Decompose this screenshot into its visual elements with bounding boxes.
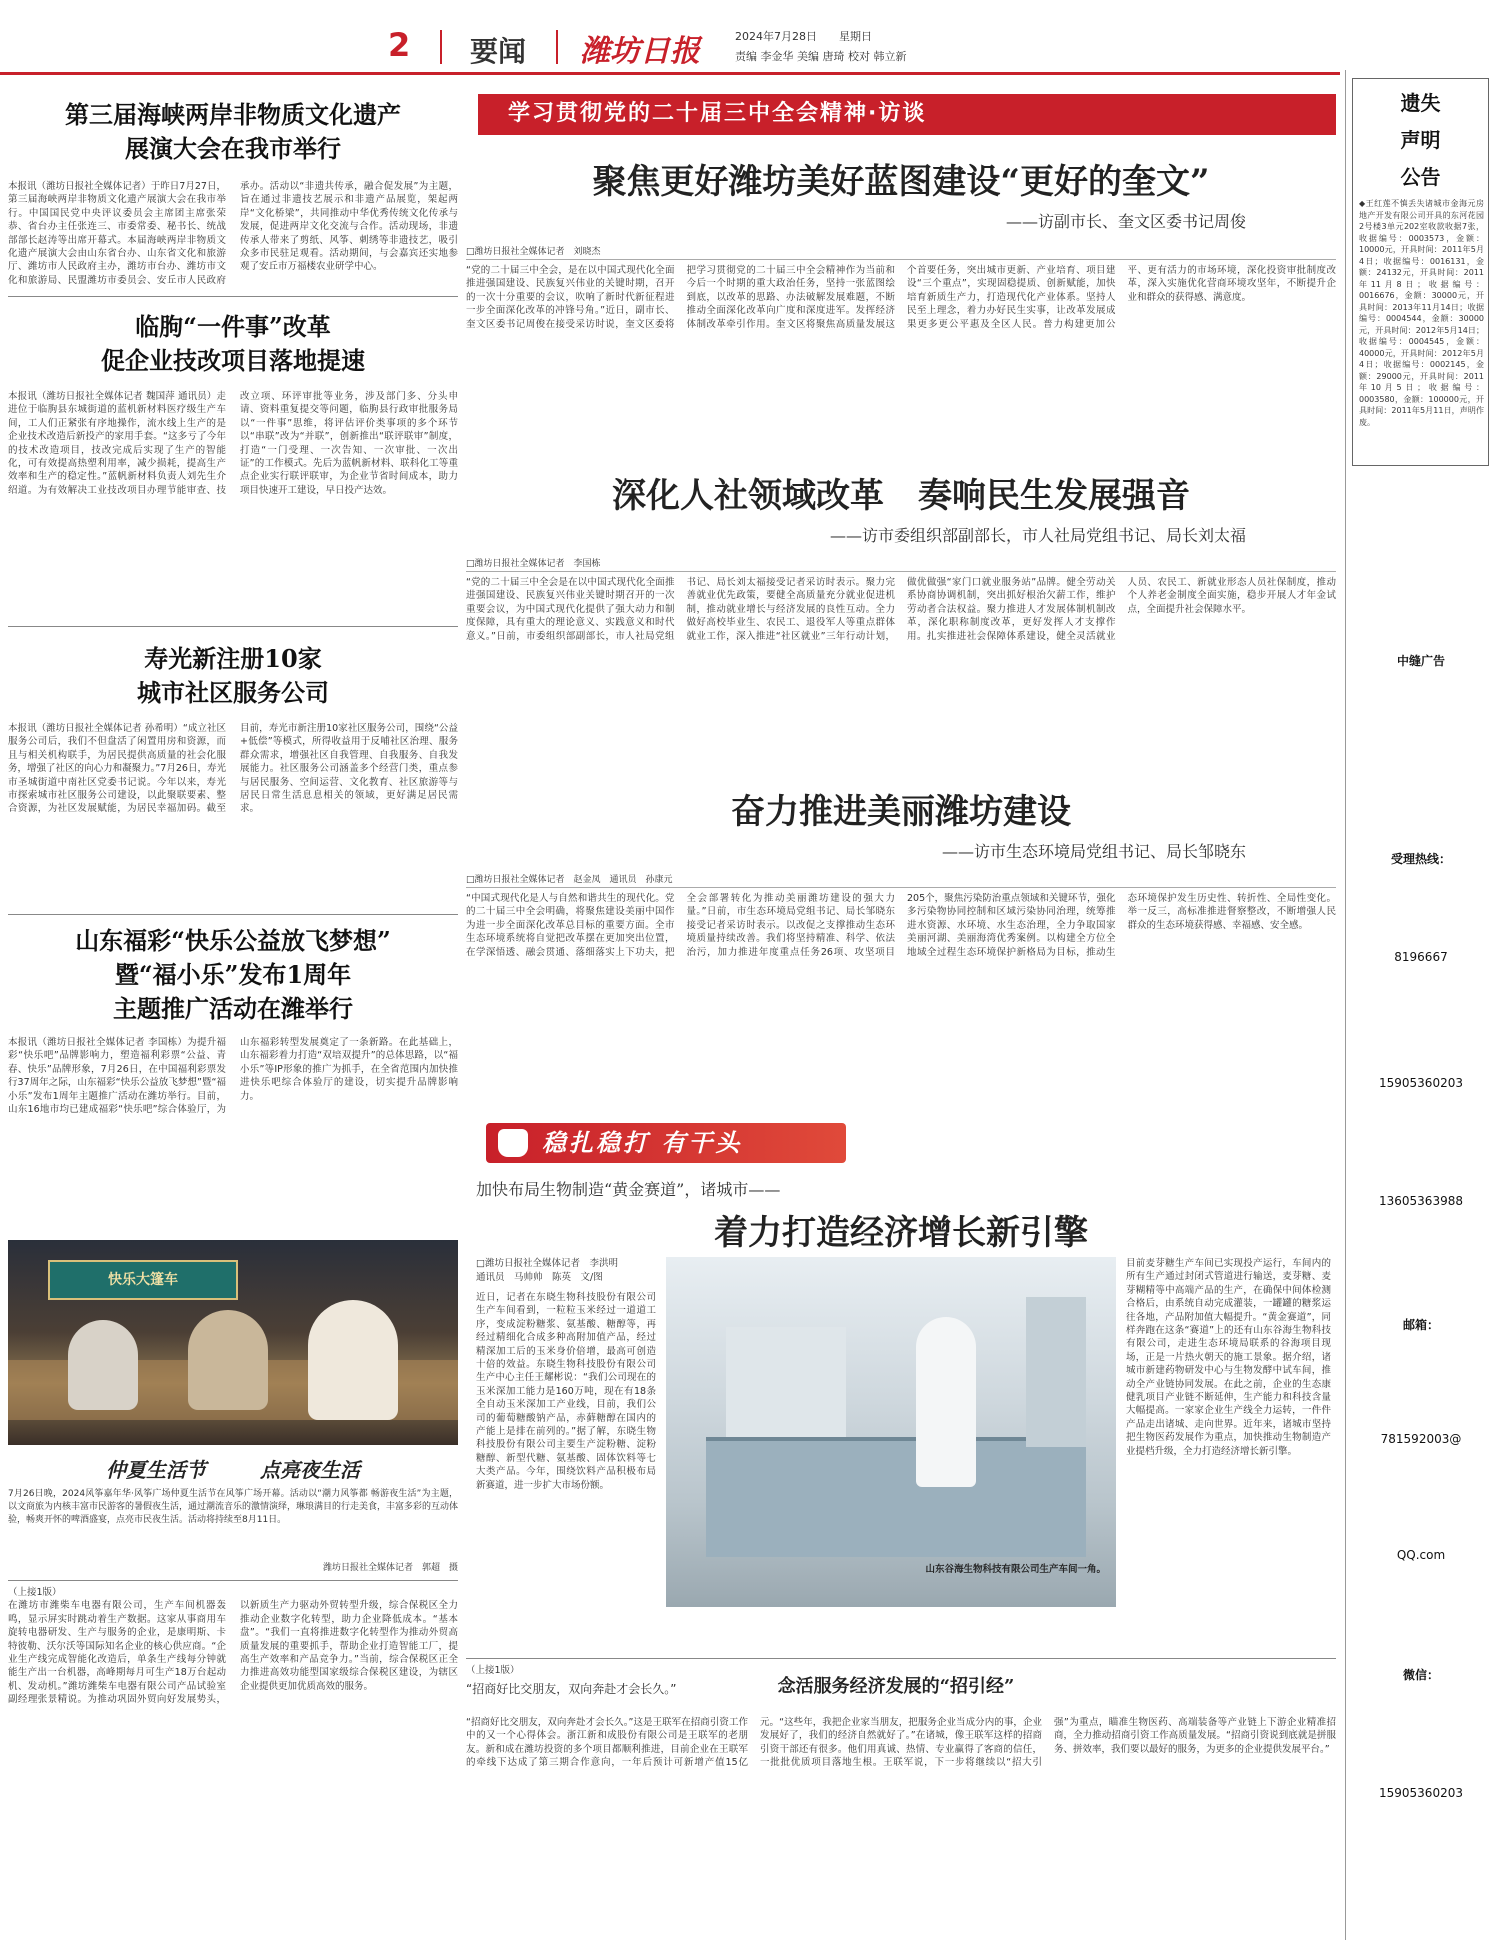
ad-title: 中缝广告 <box>1396 654 1445 668</box>
article-body-left: 近日，记者在东晓生物科技股份有限公司生产车间看到，一粒粒玉米经过一道道工序，变成淀粉糖浆、氨基酸、糖醇等，再经过精细化合成多种高附加值产品，经过精深加工后的玉米身价倍增，最高可创造十倍的效益。东晓生物科技股份有限公司生产中心主任王耀彬说：“我们公司现在的玉米深加工能力是160万吨，现在有18条全自动玉米深加工产业线，目前，我们公司的葡萄糖酸钠产品，赤藓糖醇在国内的产能上是排在前列的。”据了解，东晓生物科技股份有限公司主要生产淀粉糖、淀粉糖醇、新型代糖、氨基酸、固体饮料等七大类产品。今年，围绕饮料产品积极布局新赛道，进一步扩大市场份额。 <box>476 1292 656 1491</box>
notice-box <box>1352 78 1489 466</box>
masthead <box>0 18 1340 74</box>
article-body-right: 目前麦芽糖生产车间已实现投产运行，车间内的所有生产通过封闭式管道进行输送，麦芽糖、麦芽糊精等中高端产品的生产，在确保中间体检测合格后，由系统自动完成灌装，一罐罐的糖浆运往各地，产品附加值大幅提升。“黄金赛道”，同样奔跑在这条“赛道”上的还有山东谷海生物科技有限公司，走进生态环境局联系的谷海项目现场，正是一片热火朝天的施工景象。据介绍，诸城市新建药物研发中心与生物发酵中试车间，推动全产业链协同发展。在此之前，企业的生态康健乳项目产业链不断延伸，生产能力和科技含量大幅提高。一家家企业生产线全力运转，一件件产品走出诸城、走向世界。近年来，诸城市坚持把生物医药发展作为重点，加快推动生物制造产业提档升级，全力打造经济增长新引擎。 <box>1126 1258 1331 1457</box>
headline: 奋力推进美丽潍坊建设 <box>731 792 1071 832</box>
feature-badge-text: 稳扎稳打 有干头 <box>542 1128 743 1157</box>
feature-zhucheng <box>466 1115 1336 1675</box>
interview-zouxiaodong <box>466 780 1336 1110</box>
fist-icon <box>498 1129 528 1157</box>
article-body: 本报讯（潍坊日报社全媒体记者 孙希明）“成立社区服务公司后，我们不但盘活了闲置用房和资源，而且与相关机构联手，为居民提供高质量的社会化服务，增强了社区的向心力和凝聚力。”7月26日，寿光市圣城街道中南社区党委书记说。今年以来，寿光市探索城市社区服务公司建设，以此聚联要素、整合资源，为社区发展赋能，为居民幸福加码。截至目前，寿光市新注册10家社区服务公司，围绕“公益+低偿”等模式，所得收益用于反哺社区治理、服务群众需求，增强社区自我管理、自我服务、自我发展能力。社区服务公司涵盖多个经营门类，重点参与居民服务、空间运营、文化教育、社区旅游等与居民日常生活息息相关的领域，更好满足居民需求。 <box>8 723 458 815</box>
notice-title: 公告 <box>1400 165 1441 189</box>
page-number: 2 <box>388 26 411 64</box>
headline: 展演大会在我市举行 <box>125 134 341 163</box>
kicker: 加快布局生物制造“黄金赛道”，诸城市—— <box>476 1180 781 1199</box>
article-body: “党的二十届三中全会是在以中国式现代化全面推进强国建设、民族复兴伟业关键时期召开的一次重要会议，为中国式现代化提供了强大动力和制度保障，具有重大的理论意义、实践意义和时代意义。”日前，市委组织部副部长，市人社局党组书记、局长刘太福接受记者采访时表示。聚力完善就业优先政策，要健全高质量充分就业促进机制，推动就业增长与经济发展的良性互动。全力做好高校毕业生、农民工、退役军人等重点群体就业工作，深入推进“社区就业”三年行动计划，做优做强“家门口就业服务站”品牌。健全劳动关系协商协调机制，突出抓好根治欠薪工作，维护劳动者合法权益。聚力推进人才发展体制机制改革，深化职称制度改革，更好发挥人才支撑作用。扎实推进社会保障体系建设，健全灵活就业人员、农民工、新就业形态人员社保制度，推动个人养老金制度全面实施，稳步开展人才年金试点，全面提升社会保障水平。 <box>466 577 1336 642</box>
left-column <box>8 80 458 1940</box>
article-linqu <box>8 302 458 596</box>
photo-headline-a: 仲夏生活节 <box>106 1458 207 1482</box>
notice-title: 声明 <box>1400 128 1441 152</box>
wechat-label: 微信： <box>1402 1668 1439 1682</box>
byline: □潍坊日报社全媒体记者 李洪明 <box>476 1258 618 1269</box>
wechat-id: 15905360203 <box>1379 1786 1463 1800</box>
article-body: 本报讯（潍坊日报社全媒体记者 李国栋）为提升福彩“快乐吧”品牌影响力，塑造福利彩票“公益、青春、快乐”品牌形象，7月26日，在中国福利彩票发行37周年之际，山东福彩“快乐公益放飞梦想”暨“福小乐”发布1周年主题推广活动在潍坊举行。目前，山东16地市均已建成福彩“快乐吧”综合体验厅，为山东福彩转型发展奠定了一条新路。在此基础上，山东福彩着力打造“双培双提升”的总体思路，以“福小乐”等IP形象的推广为抓手，在全省范围内加快推进快乐吧综合体验厅的建设，切实提升品牌影响力。 <box>8 1037 458 1116</box>
article-body: “党的二十届三中全会，是在以中国式现代化全面推进强国建设、民族复兴伟业的关键时期，召开的一次十分重要的会议，吹响了新时代新征程进一步全面深化改革的冲锋号角。”近日，副市长、奎文区委书记周俊在接受采访时说，奎文区委将把学习贯彻党的二十届三中全会精神作为当前和今后一个时期的重大政治任务，坚持一张蓝图绘到底，以改革的思路、办法破解发展难题，不断推动全面深化改革向广度和深度进军。发挥经济体制改革牵引作用。奎文区将聚焦高质量发展这个首要任务，突出城市更新、产业培育、项目建设“三个重点”，实现固稳提质、创新赋能，加快培育新质生产力，打造现代化产业体系。坚持人民至上理念，着力办好民生实事，让改革发展成果更多更公平惠及全区人民。普力构建更加公平、更有活力的市场环境，深化投资审批制度改革，深入实施优化营商环境攻坚年，不断提升企业和群众的获得感、满意度。 <box>466 265 1336 330</box>
right-ad-column <box>1345 70 1495 1940</box>
mail-address: 781592003@ <box>1380 1432 1462 1446</box>
date-line: 2024年7月28日 星期日 <box>735 30 872 43</box>
middle-column <box>466 80 1336 1940</box>
photo-caption: 7月26日晚，2024风筝嘉年华·风筝广场仲夏生活节在风筝广场开幕。活动以“潮力风筝都 畅游夜生活”为主题，以文商旅为内核丰富市民游客的暑假夜生活，通过潮流音乐的激情演绎，琳琅满目的行走美食，丰富多彩的互动体验，畅爽开怀的啤酒盛宴，点亮市民夜生活。活动将持续至8月11日。 <box>8 1489 458 1525</box>
jump-label: （上接1版） <box>8 1587 62 1598</box>
mail-domain: QQ.com <box>1396 1548 1446 1562</box>
divider <box>556 30 558 64</box>
article-body: “中国式现代化是人与自然和谐共生的现代化。党的二十届三中全会明确，将聚焦建设美丽中国作为进一步全面深化改革总目标的重要方面。全市生态环境系统将自觉把改革摆在更加突出位置，在学深悟透、融会贯通、落细落实上下功夫，把全会部署转化为推动美丽潍坊建设的强大力量。”日前，市生态环境局党组书记、局长邹晓东接受记者采访时表示。以改促之支撑推动生态环境质量持续改善。我们将坚持精准、科学、依法治污，加力推进年度重点任务26项、攻坚项目205个，聚焦污染防治重点领域和关键环节，强化多污染物协同控制和区域污染协同治理，统筹推进水资源、水环境、水生态治理，全力争取国家美丽河湖、美丽海湾优秀案例。以构建全方位全地域全过程生态环境保护新格局为目标，推动生态环境保护发生历史性、转折性、全局性变化。举一反三，高标准推进督察整改，不断增强人民群众的生态环境获得感、幸福感、安全感。 <box>466 893 1336 958</box>
lab-photo <box>666 1257 1116 1607</box>
headline: 促企业技改项目落地提速 <box>101 346 365 375</box>
subheadline: ——访市生态环境局党组书记、局长邹晓东 <box>941 842 1246 861</box>
headline: 山东福彩“快乐公益放飞梦想” <box>75 926 391 955</box>
pull-quote: “招商好比交朋友，双向奔赴才会长久。” <box>466 1682 677 1697</box>
headline: 着力打造经济增长新引擎 <box>714 1213 1088 1253</box>
article-body: 本报讯（潍坊日报社全媒体记者）于昨日7月27日，第三届海峡两岸非物质文化遗产展演大会在我市举行。中国国民党中央评议委员会主席团主席张荣恭、省台办主任张连三、市委常委、秘书长、统战部部长赵涛等出席开幕式。本届海峡两岸非物质文化遗产展演大会由山东省台办、山东省文化和旅游厅、潍坊市人民政府主办，潍坊市台办、潍坊市文化和旅游局、民盟潍坊市委员会、安丘市人民政府承办。活动以“非遗共传承，融合促发展”为主题，旨在通过非遗技艺展示和非遗产品展览，架起两岸“文化桥梁”，共同推动中华优秀传统文化传承与发展，促进两岸文化交流与合作。活动现场，非遗传承人带来了剪纸、风筝、刺绣等非遗技艺，吸引众多市民驻足观看。活动期间，与会嘉宾还实地参观了安丘市万福楼农业研学中心。 <box>8 181 458 286</box>
hotline-label: 受理热线： <box>1390 852 1451 866</box>
article-shouguang <box>8 632 458 912</box>
photo-caption: 山东谷海生物科技有限公司生产车间一角。 <box>925 1564 1106 1575</box>
phone-number: 8196667 <box>1394 950 1448 964</box>
section-title: 要闻 <box>470 35 527 68</box>
interview-zhoujun <box>466 144 1336 444</box>
headline: 深化人社领域改革 奏响民生发展强音 <box>612 476 1190 516</box>
headline: 聚焦更好潍坊美好蓝图建设“更好的奎文” <box>592 162 1210 202</box>
night-market-photo <box>8 1240 458 1445</box>
editors-line: 责编 李金华 美编 唐琦 校对 韩立新 <box>735 50 907 63</box>
phone-number: 15905360203 <box>1379 1076 1463 1090</box>
headline: 主题推广活动在潍举行 <box>113 994 353 1023</box>
article-heritage <box>8 80 458 292</box>
photo-headline-b: 点亮夜生活 <box>259 1458 360 1482</box>
subheadline: ——访副市长、奎文区委书记周俊 <box>1005 212 1246 231</box>
mail-label: 邮箱： <box>1402 1318 1439 1332</box>
top-rule <box>0 72 1340 75</box>
stall-sign: 快乐大篷车 <box>48 1260 238 1300</box>
interview-banner: 学习贯彻党的二十届三中全会精神·访谈 <box>478 94 1336 134</box>
photo-headline <box>8 1454 458 1483</box>
article-bonded-zone <box>8 1586 458 1936</box>
article-body: 本报讯（潍坊日报社全媒体记者 魏国萍 通讯员）走进位于临朐县东城街道的蓝机新材料医疗级生产车间，工人们正紧张有序地操作，流水线上生产的是企业技术改造后新投产的家用手套。“这多亏了今年的技术改造项目，技改完成后实现了生产的智能化，可有效提高热塑利用率，减少损耗，提高生产效率和生产的稳定性。”蓝帆新材料负责人刘先生介绍道。为有效解决工业技改项目办理节能审查、技改立项、环评审批等业务，涉及部门多、分头申请、资料重复提交等问题，临朐县行政审批服务局以“一件事”思维，将评估评价类事项的多个环节以“串联”改为“并联”，创新推出“联评联审”制度，打造“一门受理、一次告知、一次审批、一次出证”的工作模式。先后为蓝帆新材料、联科化工等重点企业实行联评联审，为企业节省时间成本，助力项目快速开工建设，早日投产达效。 <box>8 391 458 496</box>
headline: 暨“福小乐”发布1周年 <box>114 960 352 989</box>
headline: 寿光新注册10家 <box>144 644 322 673</box>
ad-info <box>1346 470 1496 1940</box>
byline: □潍坊日报社全媒体记者 刘晓杰 <box>466 244 1336 260</box>
headline: 临朐“一件事”改革 <box>135 312 331 341</box>
headline: 城市社区服务公司 <box>137 678 329 707</box>
notice-title: 遗失 <box>1400 91 1441 115</box>
headline: 念活服务经济发展的“招引经” <box>777 1676 1015 1697</box>
feature-badge <box>486 1123 846 1163</box>
divider <box>440 30 442 64</box>
notice-body: ◆王红莲不慎丢失诸城市金海元房地产开发有限公司开具的东河花园2号楼3单元202室收款收据7张，收据编号：0003573，金额：10000元，开具时间：2011年5月4日；收据编号：0016131，金额：24132元，开具时间：2011年11月8日；收据编号：0016676，金额：30000元，开具时间：2013年11月14日；收据编号：0004544，金额：30000元，开具时间：2012年5月14日；收据编号：0004545，金额：40000元，开具时间：2012年5月4日；收据编号：0002145，金额：29000元，开具时间：2011年10月5日；收据编号：0003580，金额：100000元，开具时间：2011年5月11日，声明作废。 <box>1359 199 1484 427</box>
byline: □潍坊日报社全媒体记者 李国栋 <box>466 556 1336 572</box>
byline: □潍坊日报社全媒体记者 赵金凤 通讯员 孙康元 <box>466 872 1336 888</box>
paper-logo: 潍坊日报 <box>580 34 700 69</box>
article-body: 在潍坊市潍柴车电器有限公司，生产车间机器轰鸣，显示屏实时跳动着生产数据。这家从事商用车旋转电器研发、生产与服务的企业，是康明斯、卡特彼勒、沃尔沃等国际知名企业的核心供应商。“企业生产线完成智能化改造后，单条生产线每分钟就能生产出一台机器，高峰期每月可生产18万台起动机、发动机。”潍坊潍柴车电器有限公司产品试验室副经理张景精说。为推动巩固外贸向好发展势头，以新质生产力驱动外贸转型升级，综合保税区全力推动企业数字化转型，助力企业降低成本。“基本盘”。“我们一直将推进数字化转型作为推动外贸高质量发展的重要抓手，帮助企业打造智能工厂，提高生产效率和产品竞争力。”当前，综合保税区正全力推进高效功能型国家级综合保税区建设，为辖区企业提供更加优质高效的服务。 <box>8 1600 458 1706</box>
byline: 通讯员 马帅帅 陈英 文/图 <box>476 1272 603 1283</box>
photo-credit: 潍坊日报社全媒体记者 郭超 摄 <box>322 1563 458 1573</box>
subheadline: ——访市委组织部副部长，市人社局党组书记、局长刘太福 <box>829 526 1246 545</box>
jump-label: （上接1版） <box>466 1665 520 1676</box>
article-body: “招商好比交朋友，双向奔赴才会长久。”这是王联军在招商引资工作中的又一个心得体会。浙江新和成股份有限公司是王联军的老朋友。新和成在潍坊投资的多个项目都顺利推进，目前企业在王联军的牵线下达成了第三期合作意向，一年后预计可新增产值15亿元。“这些年，我把企业家当朋友，把服务企业当成分内的事，企业发展好了，我们的经济自然就好了。”在诸城，像王联军这样的招商引资干部还有很多。他们用真诚、热情、专业赢得了客商的信任，一批批优质项目落地生根。王联军说，下一步将继续以“招大引强”为重点，瞄准生物医药、高端装备等产业链上下游企业精准招商，全力推动招商引资工作高质量发展。“招商引资说到底就是拼服务、拼效率，我们要以最好的服务，为更多的企业提供发展平台。” <box>466 1717 1336 1769</box>
article-zhaoyin <box>466 1664 1336 1934</box>
phone-number: 13605363988 <box>1379 1194 1463 1208</box>
headline: 第三届海峡两岸非物质文化遗产 <box>65 100 401 129</box>
interview-liutaifu <box>466 464 1336 764</box>
